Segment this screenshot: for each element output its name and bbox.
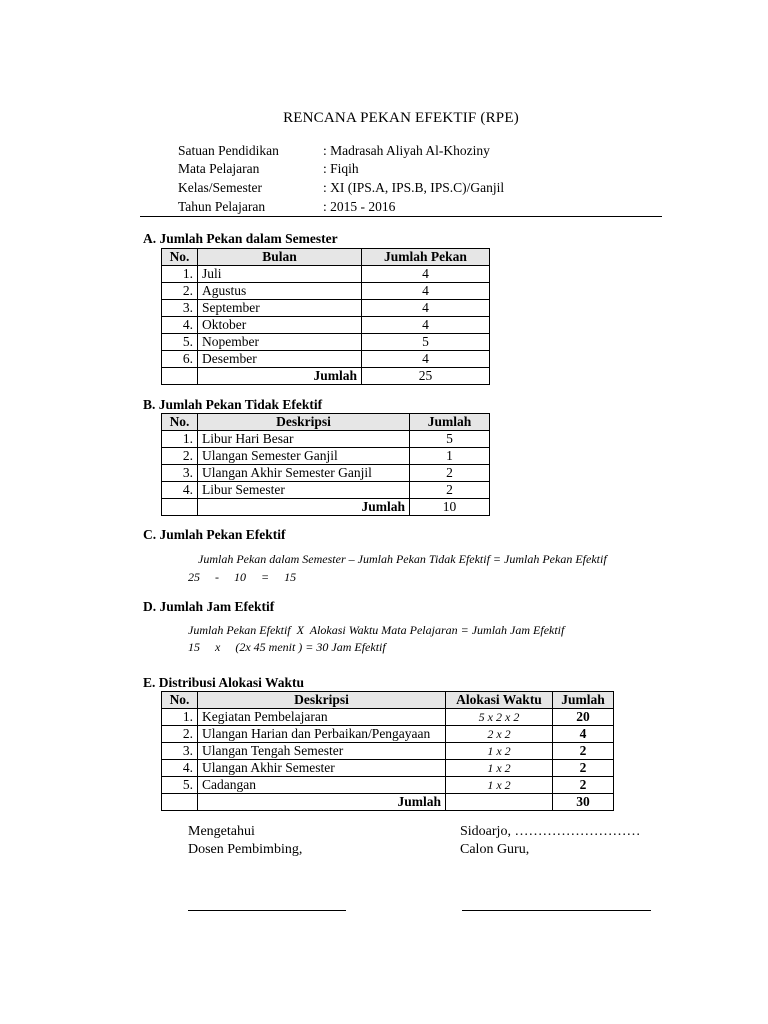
col-jumlah-pekan: Jumlah Pekan (362, 249, 490, 266)
cell-no: 5. (162, 777, 198, 794)
cell-jumlah: 1 (410, 448, 490, 465)
cell-no: 3. (162, 300, 198, 317)
section-a-heading: A. Jumlah Pekan dalam Semester (143, 231, 338, 246)
cell-no: 4. (162, 482, 198, 499)
cell-bulan: Agustus (198, 283, 362, 300)
cell-no: 1. (162, 709, 198, 726)
cell-deskripsi: Kegiatan Pembelajaran (198, 709, 446, 726)
cell-alokasi: 1 x 2 (446, 777, 553, 794)
table-row (162, 351, 490, 368)
table-header-row (162, 414, 490, 431)
cell-jumlah: 2 (410, 465, 490, 482)
section-d-heading: D. Jumlah Jam Efektif (143, 599, 275, 614)
cell-deskripsi: Ulangan Akhir Semester (198, 760, 446, 777)
cell-deskripsi: Ulangan Akhir Semester Ganjil (198, 465, 410, 482)
table-row (162, 317, 490, 334)
signature-line-left (188, 910, 346, 911)
cell-jumlah: 2 (553, 777, 614, 794)
formula-jam-efektif: Jumlah Pekan Efektif X Alokasi Waktu Mata Pelajaran = Jumlah Jam Efektif (188, 623, 565, 637)
signature-right (460, 823, 640, 859)
formula-pekan-efektif: Jumlah Pekan dalam Semester – Jumlah Pekan Tidak Efektif = Jumlah Pekan Efektif (198, 552, 607, 566)
cell-jumlah: 4 (362, 300, 490, 317)
table-row (162, 283, 490, 300)
col-no: No. (162, 414, 198, 431)
formula-jam-efektif-values: 15 x (2x 45 menit ) = 30 Jam Efektif (188, 640, 386, 654)
cell-no: 6. (162, 351, 198, 368)
cell-bulan: Juli (198, 266, 362, 283)
cell-bulan: Oktober (198, 317, 362, 334)
table-total-row (162, 794, 614, 811)
table-row (162, 482, 490, 499)
col-deskripsi: Deskripsi (198, 414, 410, 431)
info-row-tahun (178, 198, 395, 216)
info-label: Kelas/Semester (178, 180, 262, 195)
table-row (162, 266, 490, 283)
table-distribusi-alokasi (161, 691, 614, 811)
cell-deskripsi: Cadangan (198, 777, 446, 794)
cell-no: 2. (162, 283, 198, 300)
table-row (162, 726, 614, 743)
table-row (162, 743, 614, 760)
section-b-heading: B. Jumlah Pekan Tidak Efektif (143, 397, 323, 412)
total-label: Jumlah (198, 499, 410, 516)
table-row (162, 709, 614, 726)
table-row (162, 465, 490, 482)
col-no: No. (162, 692, 198, 709)
info-label: Satuan Pendidikan (178, 143, 279, 158)
cell-jumlah: 2 (410, 482, 490, 499)
section-e-heading: E. Distribusi Alokasi Waktu (143, 675, 305, 690)
signature-left-line2: Dosen Pembimbing, (188, 842, 303, 857)
col-deskripsi: Deskripsi (198, 692, 446, 709)
col-alokasi-waktu: Alokasi Waktu (446, 692, 553, 709)
col-no: No. (162, 249, 198, 266)
col-jumlah: Jumlah (553, 692, 614, 709)
cell-jumlah: 2 (553, 743, 614, 760)
formula-pekan-efektif-values: 25 - 10 = 15 (188, 570, 297, 584)
signature-left-line1: Mengetahui (188, 824, 255, 839)
document-title: RENCANA PEKAN EFEKTIF (RPE) (283, 110, 519, 126)
cell-no: 1. (162, 431, 198, 448)
info-row-kelas (178, 179, 504, 197)
section-c-heading: C. Jumlah Pekan Efektif (143, 527, 286, 542)
header-divider (140, 216, 662, 217)
signature-left (188, 823, 302, 859)
cell-no: 1. (162, 266, 198, 283)
table-row (162, 777, 614, 794)
cell-alokasi: 2 x 2 (446, 726, 553, 743)
table-row (162, 448, 490, 465)
table-header-row (162, 249, 490, 266)
cell-deskripsi: Ulangan Harian dan Perbaikan/Pengayaan (198, 726, 446, 743)
cell-jumlah: 5 (362, 334, 490, 351)
cell-jumlah: 4 (362, 283, 490, 300)
table-total-row (162, 499, 490, 516)
cell-bulan: September (198, 300, 362, 317)
cell-jumlah: 20 (553, 709, 614, 726)
table-row (162, 334, 490, 351)
total-value: 10 (410, 499, 490, 516)
cell-no: 2. (162, 726, 198, 743)
cell-no: 5. (162, 334, 198, 351)
cell-no: 2. (162, 448, 198, 465)
cell-no: 3. (162, 465, 198, 482)
table-pekan-tidak-efektif (161, 413, 490, 516)
col-jumlah: Jumlah (410, 414, 490, 431)
signature-right-line2: Calon Guru, (460, 842, 530, 857)
cell-deskripsi: Ulangan Tengah Semester (198, 743, 446, 760)
cell-deskripsi: Libur Hari Besar (198, 431, 410, 448)
cell-bulan: Nopember (198, 334, 362, 351)
info-row-mapel (178, 160, 359, 178)
table-header-row (162, 692, 614, 709)
col-bulan: Bulan (198, 249, 362, 266)
info-value: : Madrasah Aliyah Al-Khoziny (323, 143, 490, 158)
info-row-satuan (178, 142, 490, 160)
info-value: : 2015 - 2016 (323, 199, 396, 214)
info-value: : Fiqih (323, 161, 359, 176)
cell-deskripsi: Libur Semester (198, 482, 410, 499)
cell-jumlah: 4 (553, 726, 614, 743)
info-value: : XI (IPS.A, IPS.B, IPS.C)/Ganjil (323, 180, 505, 195)
cell-alokasi: 5 x 2 x 2 (446, 709, 553, 726)
info-label: Mata Pelajaran (178, 161, 260, 176)
cell-deskripsi: Ulangan Semester Ganjil (198, 448, 410, 465)
cell-alokasi: 1 x 2 (446, 743, 553, 760)
cell-bulan: Desember (198, 351, 362, 368)
total-label: Jumlah (198, 368, 362, 385)
cell-no: 3. (162, 743, 198, 760)
cell-no: 4. (162, 760, 198, 777)
table-row (162, 760, 614, 777)
signature-right-line1: Sidoarjo, ……………………… (460, 824, 641, 839)
table-total-row (162, 368, 490, 385)
table-pekan-semester (161, 248, 490, 385)
cell-jumlah: 4 (362, 266, 490, 283)
table-row (162, 431, 490, 448)
cell-jumlah: 4 (362, 317, 490, 334)
cell-jumlah: 4 (362, 351, 490, 368)
info-label: Tahun Pelajaran (178, 199, 266, 214)
cell-jumlah: 2 (553, 760, 614, 777)
total-label: Jumlah (198, 794, 446, 811)
table-row (162, 300, 490, 317)
cell-no: 4. (162, 317, 198, 334)
cell-jumlah: 5 (410, 431, 490, 448)
signature-line-right (462, 910, 651, 911)
total-value: 30 (553, 794, 614, 811)
total-value: 25 (362, 368, 490, 385)
cell-alokasi: 1 x 2 (446, 760, 553, 777)
